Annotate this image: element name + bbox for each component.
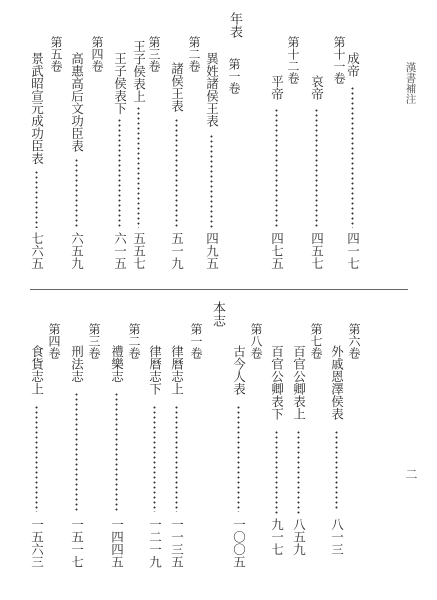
entry-title: 王子侯表下 bbox=[112, 52, 128, 115]
volume-label: 第三卷 bbox=[147, 36, 161, 72]
page-number: 一二一九 bbox=[147, 518, 163, 568]
entry-title: 王子侯表上 bbox=[131, 40, 147, 103]
dot-leader bbox=[275, 430, 278, 514]
dot-leader bbox=[175, 405, 178, 512]
page-number: 四一七 bbox=[345, 232, 361, 270]
page-number: 五五七 bbox=[131, 232, 147, 270]
volume-label: 第六卷 bbox=[347, 323, 361, 359]
page-number: 九一七 bbox=[269, 518, 285, 556]
dot-leader bbox=[275, 108, 278, 228]
volume-label: 第四卷 bbox=[47, 323, 61, 359]
page-number: 四九五 bbox=[204, 232, 220, 270]
dot-leader bbox=[335, 430, 338, 510]
page-folio: 二 bbox=[404, 468, 418, 480]
page-number: 一四四五 bbox=[109, 518, 125, 568]
section-divider bbox=[30, 289, 408, 290]
dot-leader bbox=[35, 405, 38, 512]
entry-title: 律曆志下 bbox=[147, 345, 163, 395]
entry-title: 百官公卿表下 bbox=[269, 345, 285, 420]
dot-leader bbox=[137, 106, 140, 228]
section-heading: 年表 bbox=[227, 12, 242, 38]
page-number: 一〇〇五 bbox=[231, 518, 247, 568]
volume-label: 第四卷 bbox=[90, 36, 104, 72]
page-number: 四七五 bbox=[269, 232, 285, 270]
volume-label: 第十二卷 bbox=[286, 36, 300, 84]
dot-leader bbox=[315, 108, 318, 228]
volume-label: 第三卷 bbox=[87, 323, 101, 359]
page-number: 四五七 bbox=[309, 232, 325, 270]
volume-label: 第八卷 bbox=[249, 323, 263, 359]
running-head: 漢書補注 bbox=[404, 62, 417, 104]
page-number: 六五九 bbox=[69, 232, 85, 270]
page-number: 一五一七 bbox=[69, 518, 85, 568]
dot-leader bbox=[297, 430, 300, 514]
entry-title: 異姓諸侯王表 bbox=[204, 52, 220, 127]
entry-title: 成帝 bbox=[345, 52, 361, 77]
dot-leader bbox=[115, 392, 118, 512]
volume-label: 第二卷 bbox=[127, 323, 141, 359]
dot-leader bbox=[175, 118, 178, 228]
page-number: 一五六三 bbox=[29, 518, 45, 568]
entry-title: 平帝 bbox=[269, 75, 285, 100]
volume-label: 第十一卷 bbox=[332, 36, 346, 84]
page-number: 六一五 bbox=[112, 232, 128, 270]
volume-label: 第一卷 bbox=[227, 58, 241, 94]
dot-leader bbox=[35, 170, 38, 228]
volume-label: 第七卷 bbox=[309, 323, 323, 359]
entry-title: 古今人表 bbox=[231, 345, 247, 395]
dot-leader bbox=[351, 86, 354, 228]
dot-leader bbox=[75, 392, 78, 512]
volume-label: 第五卷 bbox=[49, 36, 63, 72]
entry-title: 高惠高后文功臣表 bbox=[69, 52, 85, 152]
entry-title: 律曆志上 bbox=[169, 345, 185, 395]
dot-leader bbox=[75, 158, 78, 228]
entry-title: 外戚恩澤侯表 bbox=[329, 345, 345, 420]
entry-title: 百官公卿表上 bbox=[291, 345, 307, 420]
page-number: 一一三五 bbox=[169, 518, 185, 568]
page-number: 七六五 bbox=[29, 232, 45, 270]
dot-leader bbox=[237, 405, 240, 512]
volume-label: 第一卷 bbox=[189, 323, 203, 359]
entry-title: 諸侯王表 bbox=[169, 62, 185, 112]
dot-leader bbox=[210, 134, 213, 228]
page-number: 八一三 bbox=[329, 518, 345, 556]
entry-title: 景武昭宣元成功臣表 bbox=[29, 52, 45, 165]
dot-leader bbox=[153, 405, 156, 512]
entry-title: 哀帝 bbox=[309, 75, 325, 100]
page-number: 八五九 bbox=[291, 518, 307, 556]
entry-title: 禮樂志 bbox=[109, 345, 125, 383]
page-number: 五一九 bbox=[169, 232, 185, 270]
section-heading: 本志 bbox=[210, 301, 225, 327]
volume-label: 第二卷 bbox=[187, 36, 201, 72]
entry-title: 食貨志上 bbox=[29, 345, 45, 395]
dot-leader bbox=[118, 118, 121, 228]
entry-title: 刑法志 bbox=[69, 345, 85, 383]
